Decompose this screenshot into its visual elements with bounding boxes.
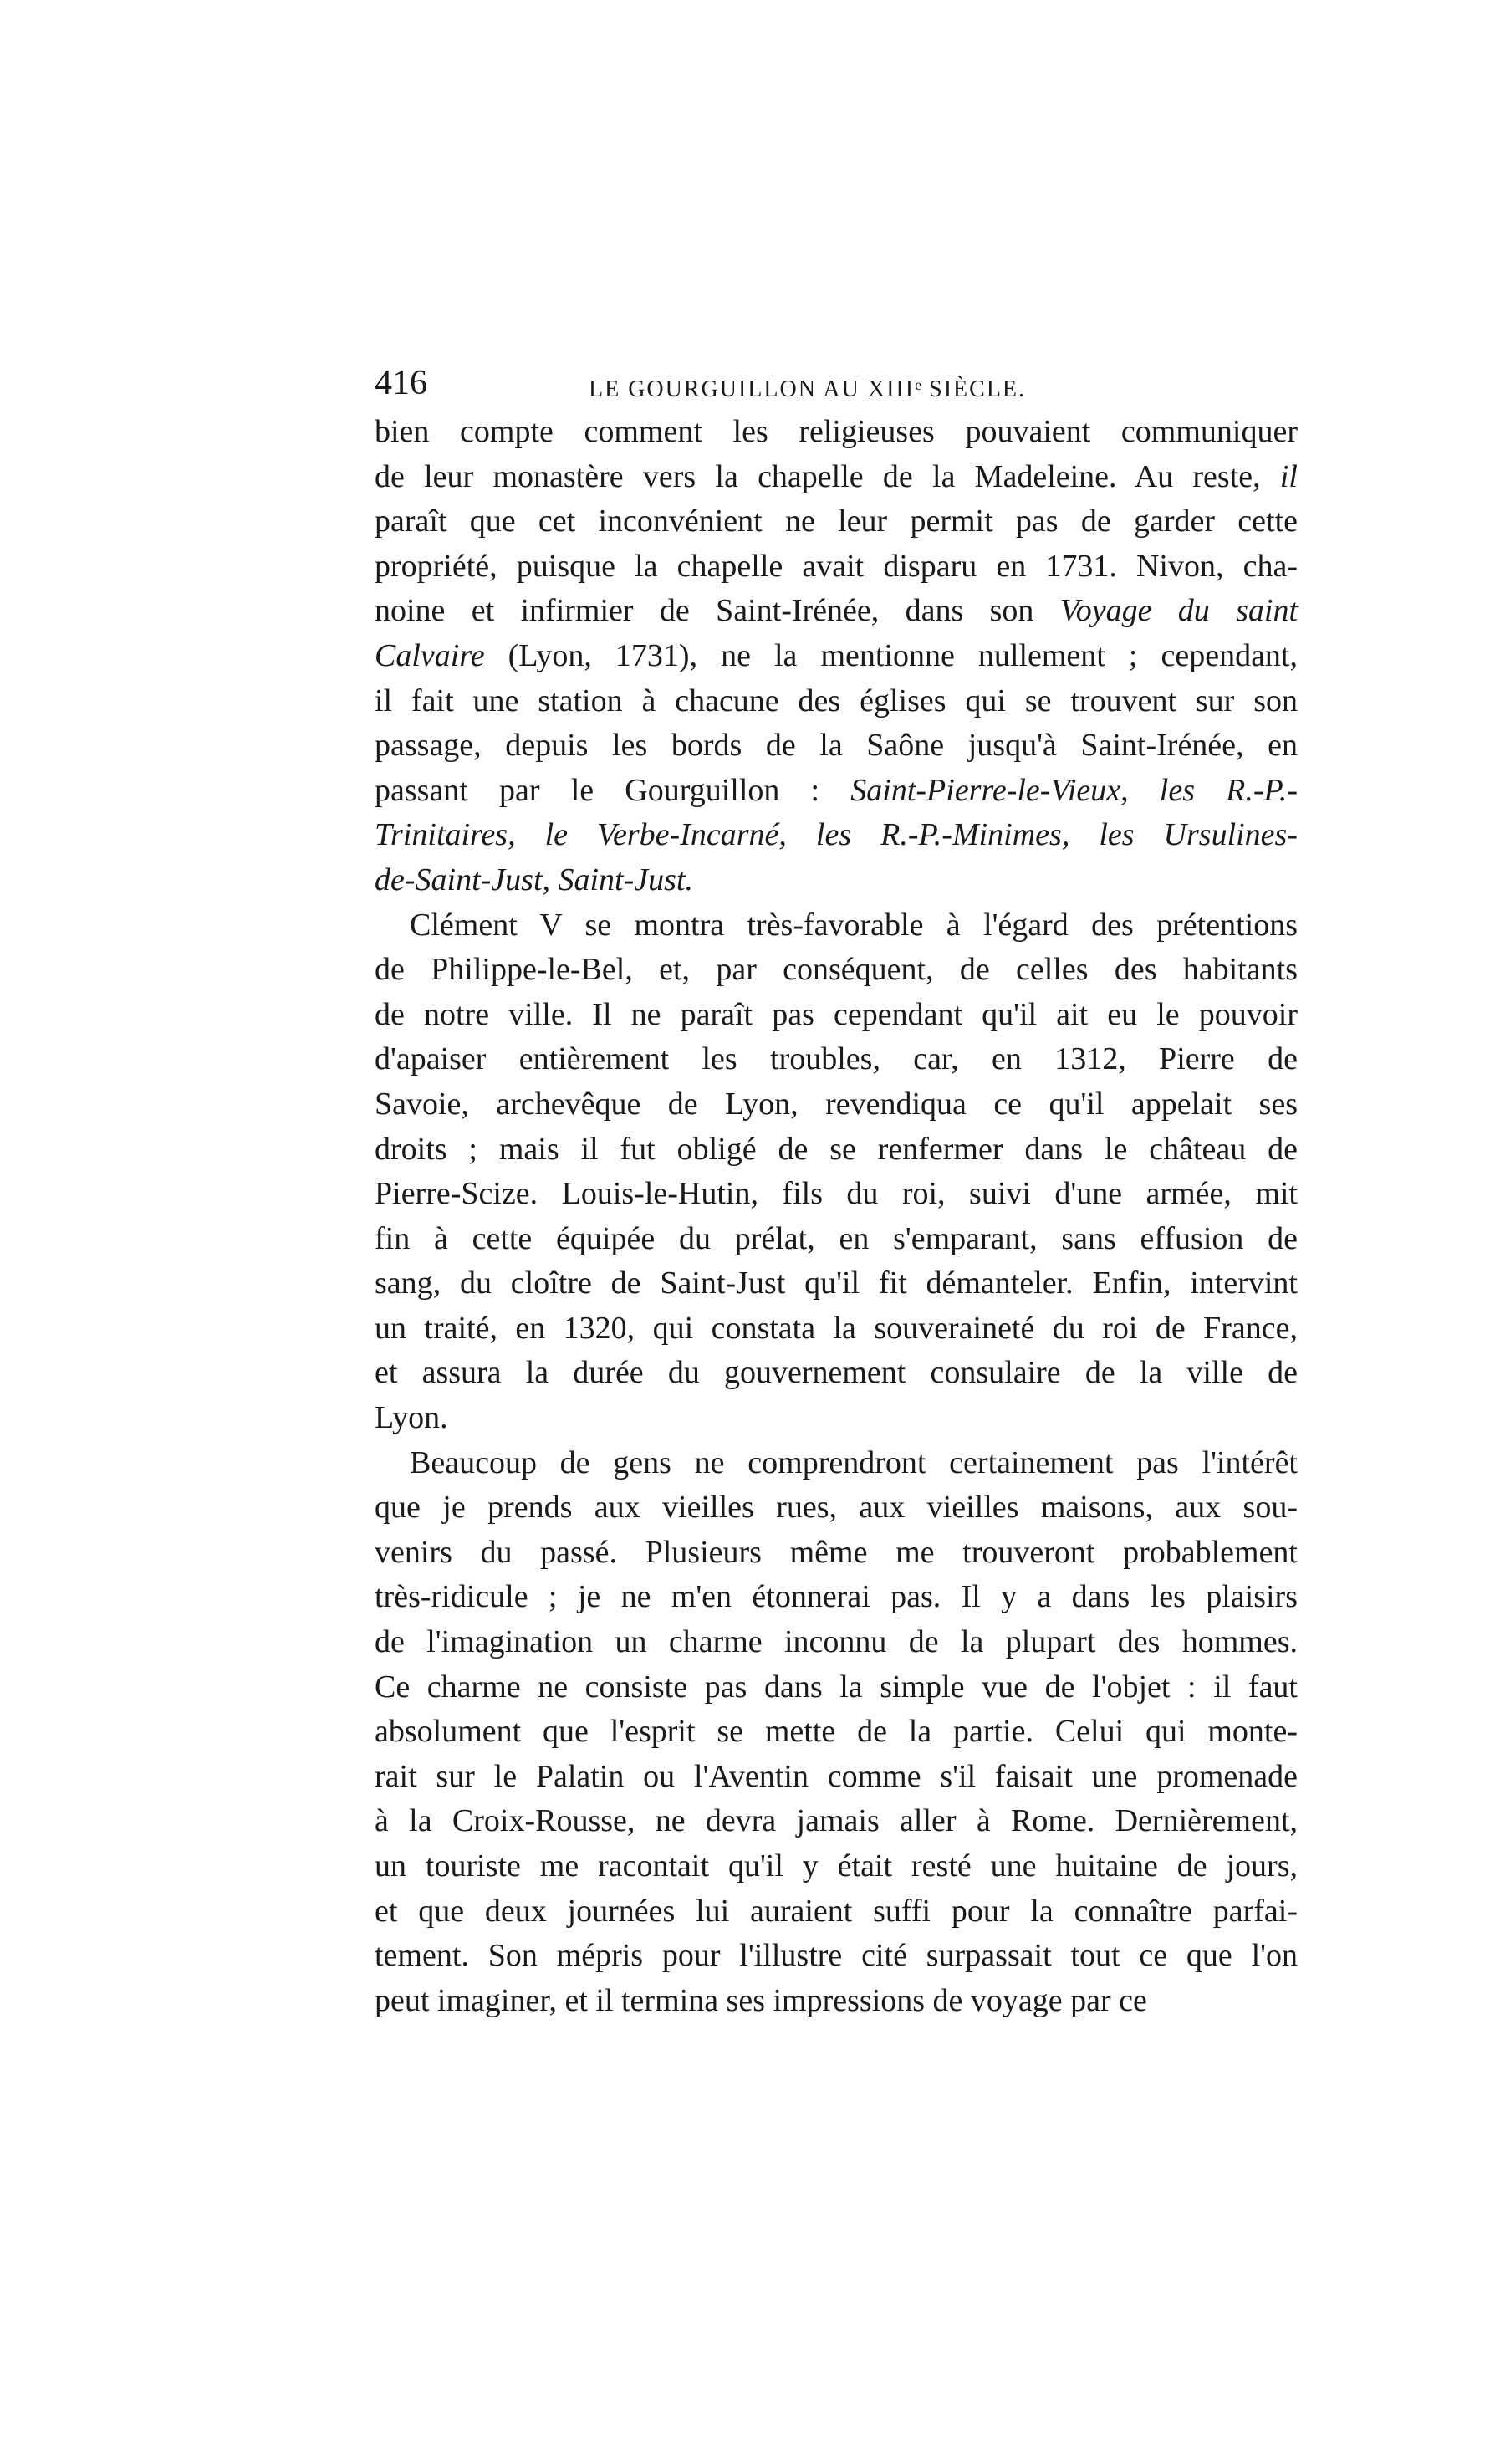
text-line <box>375 544 1298 590</box>
body-text <box>375 410 1298 2023</box>
text-line <box>375 1082 1298 1127</box>
text-line <box>375 1799 1298 1844</box>
text-segment: passant par le Gourguillon : <box>375 772 851 808</box>
text-segment: rait sur le Palatin ou l'Aventin comme s'il faisait une promenade <box>375 1758 1298 1794</box>
text-segment: (Lyon, 1731), ne la mentionne nullement ; cependant, <box>484 637 1298 673</box>
italic-text: Saint-Pierre-le-Vieux, les R.-P.- <box>850 772 1299 808</box>
text-line <box>375 1620 1298 1665</box>
text-segment: passage, depuis les bords de la Saône jusqu'à Saint-Irénée, en <box>375 728 1298 764</box>
italic-text: Voyage du saint <box>1059 593 1298 629</box>
text-segment: il fait une station à chacune des églises qui se trouvent sur son <box>375 682 1298 718</box>
page-header <box>375 358 1298 408</box>
text-segment: Savoie, archevêque de Lyon, revendiqua ce qu'il appelait ses <box>375 1086 1298 1122</box>
text-line <box>375 1889 1298 1935</box>
text-segment: venirs du passé. Plusieurs même me trouveront probablement <box>375 1534 1298 1570</box>
text-segment: d'apaiser entièrement les troubles, car, en 1312, Pierre de <box>375 1041 1298 1077</box>
text-line <box>375 1575 1298 1620</box>
text-segment: et que deux journées lui auraient suffi pour la connaître parfai- <box>375 1893 1298 1929</box>
text-line <box>375 1037 1298 1082</box>
text-line <box>375 1665 1298 1710</box>
running-head <box>589 361 1026 413</box>
text-segment: sang, du cloître de Saint-Just qu'il fit démanteler. Enfin, intervint <box>375 1265 1298 1301</box>
text-segment: à la Croix-Rousse, ne devra jamais aller à Rome. Dernièrement, <box>375 1803 1298 1839</box>
text-segment: propriété, puisque la chapelle avait disparu en 1731. Nivon, cha- <box>375 548 1298 584</box>
text-line <box>375 499 1298 544</box>
text-line <box>375 993 1298 1038</box>
text-line <box>375 1396 1298 1441</box>
italic-text: Trinitaires, le Verbe-Incarné, les R.-P.-Minimes, les Ursulines- <box>375 817 1298 853</box>
text-segment: Lyon. <box>375 1400 448 1436</box>
text-segment: de l'imagination un charme inconnu de la plupart des hommes. <box>375 1624 1298 1660</box>
text-segment: Pierre-Scize. Louis-le-Hutin, fils du roi, suivi d'une armée, mit <box>375 1176 1298 1212</box>
text-segment: Clément V se montra très-favorable à l'égard des prétentions <box>410 907 1298 943</box>
italic-text: Calvaire <box>375 637 485 673</box>
text-segment: fin à cette équipée du prélat, en s'emparant, sans effusion de <box>375 1220 1298 1256</box>
text-line <box>375 723 1298 769</box>
text-line <box>375 1261 1298 1306</box>
running-head-title: LE GOURGUILLON AU XIII <box>589 376 916 403</box>
text-segment: très-ridicule ; je ne m'en étonnerai pas. Il y a dans les plaisirs <box>375 1579 1298 1615</box>
text-line <box>375 1441 1298 1486</box>
text-segment: de leur monastère vers la chapelle de la Madeleine. Au reste, <box>375 458 1280 494</box>
text-segment: paraît que cet inconvénient ne leur permit pas de garder cette <box>375 504 1298 539</box>
text-segment: un touriste me racontait qu'il y était resté une huitaine de jours, <box>375 1848 1298 1884</box>
text-line <box>375 1127 1298 1173</box>
text-segment: Ce charme ne consiste pas dans la simple vue de l'objet : il faut <box>375 1669 1298 1705</box>
text-line <box>375 455 1298 500</box>
text-line <box>375 858 1298 903</box>
text-line <box>375 1351 1298 1396</box>
text-line <box>375 1172 1298 1217</box>
text-line <box>375 1934 1298 1979</box>
text-line <box>375 813 1298 858</box>
italic-text: il <box>1279 458 1298 494</box>
text-line <box>375 769 1298 814</box>
text-line <box>375 903 1298 948</box>
text-segment: peut imaginer, et il termina ses impressions de voyage par ce <box>375 1982 1147 2018</box>
text-line <box>375 1979 1298 2024</box>
text-line <box>375 410 1298 455</box>
text-line <box>375 589 1298 634</box>
text-line <box>375 1844 1298 1889</box>
text-segment: bien compte comment les religieuses pouvaient communiquer <box>375 414 1298 449</box>
text-segment: absolument que l'esprit se mette de la partie. Celui qui monte- <box>375 1714 1298 1750</box>
text-line <box>375 1710 1298 1755</box>
text-line <box>375 679 1298 724</box>
text-segment: que je prends aux vieilles rues, aux vieilles maisons, aux sou- <box>375 1490 1298 1526</box>
text-line <box>375 1485 1298 1531</box>
text-segment: un traité, en 1320, qui constata la souveraineté du roi de France, <box>375 1310 1298 1346</box>
text-line <box>375 1217 1298 1262</box>
text-segment: droits ; mais il fut obligé de se renfermer dans le château de <box>375 1131 1298 1167</box>
text-line <box>375 1755 1298 1800</box>
text-segment: Beaucoup de gens ne comprendront certainement pas l'intérêt <box>410 1444 1298 1480</box>
text-line <box>375 948 1298 993</box>
text-line <box>375 1306 1298 1352</box>
page-number: 416 <box>375 364 427 402</box>
text-line <box>375 634 1298 679</box>
text-segment: tement. Son mépris pour l'illustre cité surpassait tout ce que l'on <box>375 1938 1298 1974</box>
text-segment: de Philippe-le-Bel, et, par conséquent, de celles des habitants <box>375 952 1298 988</box>
running-head-superscript: e <box>915 376 922 393</box>
text-line <box>375 1531 1298 1576</box>
italic-text: de-Saint-Just, Saint-Just. <box>375 861 693 897</box>
text-segment: noine et infirmier de Saint-Irénée, dans son <box>375 593 1060 629</box>
running-head-end: SIÈCLE. <box>921 376 1027 403</box>
text-segment: de notre ville. Il ne paraît pas cependant qu'il ait eu le pouvoir <box>375 996 1298 1032</box>
text-segment: et assura la durée du gouvernement consulaire de la ville de <box>375 1355 1298 1391</box>
